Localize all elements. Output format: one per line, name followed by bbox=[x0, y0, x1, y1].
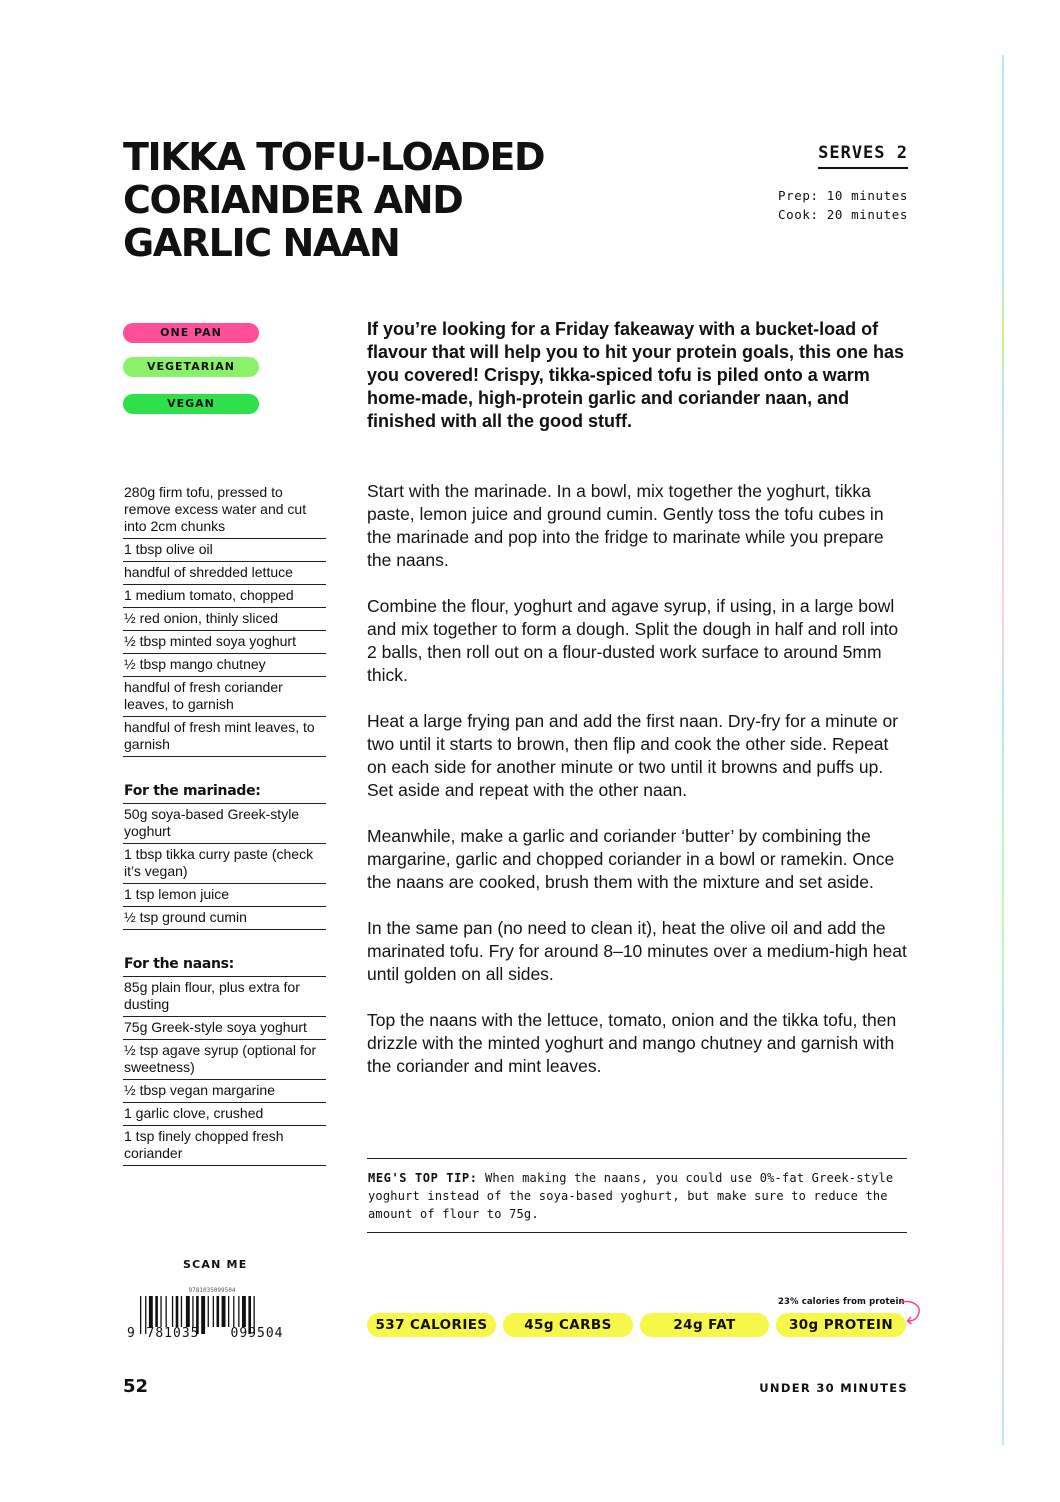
barcode-bar bbox=[181, 1296, 182, 1327]
ingredient-item: 1 tsp lemon juice bbox=[123, 884, 326, 907]
barcode-digits-right: 099504 bbox=[230, 1326, 284, 1340]
method-step: Top the naans with the lettuce, tomato, onion and the tikka tofu, then drizzle with the minted yoghurt and mango chutney and garnish with the coriander and mint leaves. bbox=[367, 1010, 897, 1076]
scan-me-label: SCAN ME bbox=[183, 1258, 248, 1271]
recipe-intro: If you’re looking for a Friday fakeaway with a bucket-load of flavour that will help you to hit your protein goals, this one has you covered! Crispy, tikka-spiced tofu is piled onto a warm home-made, high-protein garlic and coriander naan, and finished with all the good stuff. bbox=[367, 319, 905, 431]
barcode-bar bbox=[228, 1296, 229, 1327]
ingredient-item: 1 tbsp olive oil bbox=[123, 539, 326, 562]
ingredient-item: ½ tbsp vegan margarine bbox=[123, 1080, 326, 1103]
time-info bbox=[778, 186, 908, 224]
cook-time: Cook: 20 minutes bbox=[777, 207, 908, 222]
recipe-title: TIKKA TOFU-LOADED CORIANDER AND GARLIC NAAN bbox=[123, 135, 545, 265]
barcode-bar bbox=[217, 1296, 220, 1327]
protein-badge: 30g PROTEIN bbox=[776, 1313, 906, 1337]
calories-badge: 537 CALORIES bbox=[367, 1313, 496, 1337]
carbs-badge: 45g CARBS bbox=[503, 1313, 633, 1337]
page-number: 52 bbox=[123, 1376, 149, 1397]
tag-vegetarian: VEGETARIAN bbox=[123, 357, 259, 377]
barcode-bar bbox=[140, 1296, 141, 1334]
ingredient-item: handful of fresh coriander leaves, to garnish bbox=[123, 677, 326, 717]
ingredient-item: ½ tbsp minted soya yoghurt bbox=[123, 631, 326, 654]
ingredient-item: 75g Greek-style soya yoghurt bbox=[123, 1017, 326, 1040]
ingredient-item: 1 tbsp tikka curry paste (check it’s vegan) bbox=[123, 844, 326, 884]
barcode-bar bbox=[186, 1296, 190, 1327]
top-tip-text: When making the naans, you could use 0%-fat Greek-style yoghurt instead of the soya-based yoghurt, but make sure to reduce the amount of flour to 75g. bbox=[368, 1171, 894, 1221]
barcode-bar bbox=[238, 1296, 239, 1327]
method-step: Combine the flour, yoghurt and agave syrup, if using, in a large bowl and mix together to form a dough. Split the dough in half and roll into 2 balls, then roll out on a flour-dusted work surface to around 5mm thick. bbox=[367, 596, 899, 685]
prep-time: Prep: 10 minutes bbox=[777, 188, 908, 203]
ingredient-item: 50g soya-based Greek-style yoghurt bbox=[123, 804, 326, 844]
barcode-bar bbox=[172, 1296, 173, 1327]
ingredient-item: 1 garlic clove, crushed bbox=[123, 1103, 326, 1126]
protein-percentage-note: 23% calories from protein bbox=[778, 1297, 905, 1307]
barcode-digits-left: 781035 bbox=[146, 1326, 200, 1340]
top-tip-label: MEG'S TOP TIP: bbox=[368, 1171, 478, 1185]
barcode-bar bbox=[149, 1296, 153, 1327]
barcode-bar bbox=[222, 1296, 226, 1327]
barcode-bar bbox=[233, 1296, 234, 1327]
ingredient-item: 1 tsp finely chopped fresh coriander bbox=[123, 1126, 326, 1166]
barcode-bar bbox=[213, 1296, 214, 1327]
barcode-top-digits: 9781035099504 bbox=[188, 1287, 236, 1294]
method-step: Meanwhile, make a garlic and coriander ‘butter’ by combining the margarine, garlic and chopped coriander in a bowl or ramekin. Once the naans are cooked, brush them with the mixture and set aside. bbox=[367, 826, 895, 892]
isbn-barcode bbox=[124, 1284, 304, 1340]
top-tip-box bbox=[367, 1158, 907, 1233]
ingredient-item: ½ red onion, thinly sliced bbox=[123, 608, 326, 631]
ingredient-item: ½ tsp ground cumin bbox=[123, 907, 326, 930]
tag-vegan: VEGAN bbox=[123, 394, 259, 414]
ingredient-item: ½ tsp agave syrup (optional for sweetness) bbox=[123, 1040, 326, 1080]
barcode-bar bbox=[160, 1296, 161, 1327]
ingredient-item: handful of shredded lettuce bbox=[123, 562, 326, 585]
fat-badge: 24g FAT bbox=[640, 1313, 769, 1337]
method-step: In the same pan (no need to clean it), heat the olive oil and add the marinated tofu. Fry for around 8–10 minutes over a medium-high heat until golden on all sides. bbox=[367, 918, 907, 984]
barcode-bar bbox=[176, 1296, 179, 1327]
method-step: Start with the marinade. In a bowl, mix together the yoghurt, tikka paste, lemon juice and ground cumin. Gently toss the tofu cubes in the marinade and pop into the fridge to marinate while you prepare the naans. bbox=[367, 481, 884, 570]
barcode-bar bbox=[192, 1296, 193, 1327]
method-step: Heat a large frying pan and add the first naan. Dry-fry for a minute or two until it starts to brown, then flip and cook the other side. Repeat on each side for another minute or two until it browns and puffs up. Set aside and repeat with the other naan. bbox=[367, 711, 899, 800]
barcode-bar bbox=[208, 1296, 209, 1327]
barcode-bar bbox=[201, 1296, 205, 1334]
marinade-heading: For the marinade: bbox=[123, 757, 326, 804]
ingredient-item: 1 medium tomato, chopped bbox=[123, 585, 326, 608]
serves-count: SERVES 2 bbox=[818, 143, 908, 169]
tag-one-pan: ONE PAN bbox=[123, 323, 259, 343]
section-label: UNDER 30 MINUTES bbox=[759, 1381, 908, 1395]
naans-heading: For the naans: bbox=[123, 930, 326, 977]
barcode-digit-lead: 9 bbox=[127, 1326, 135, 1340]
ingredient-item: 280g firm tofu, pressed to remove excess water and cut into 2cm chunks bbox=[123, 482, 326, 539]
barcode-bar bbox=[166, 1296, 167, 1327]
method-steps bbox=[367, 480, 907, 1101]
ingredients-list bbox=[123, 482, 326, 1166]
ingredient-item: handful of fresh mint leaves, to garnish bbox=[123, 717, 326, 757]
barcode-bar bbox=[242, 1296, 246, 1327]
ingredient-item: ½ tbsp mango chutney bbox=[123, 654, 326, 677]
page-edge-accent-line bbox=[1002, 55, 1004, 1445]
barcode-bar bbox=[155, 1296, 158, 1327]
ingredient-item: 85g plain flour, plus extra for dusting bbox=[123, 977, 326, 1017]
curved-arrow-icon bbox=[899, 1297, 927, 1325]
